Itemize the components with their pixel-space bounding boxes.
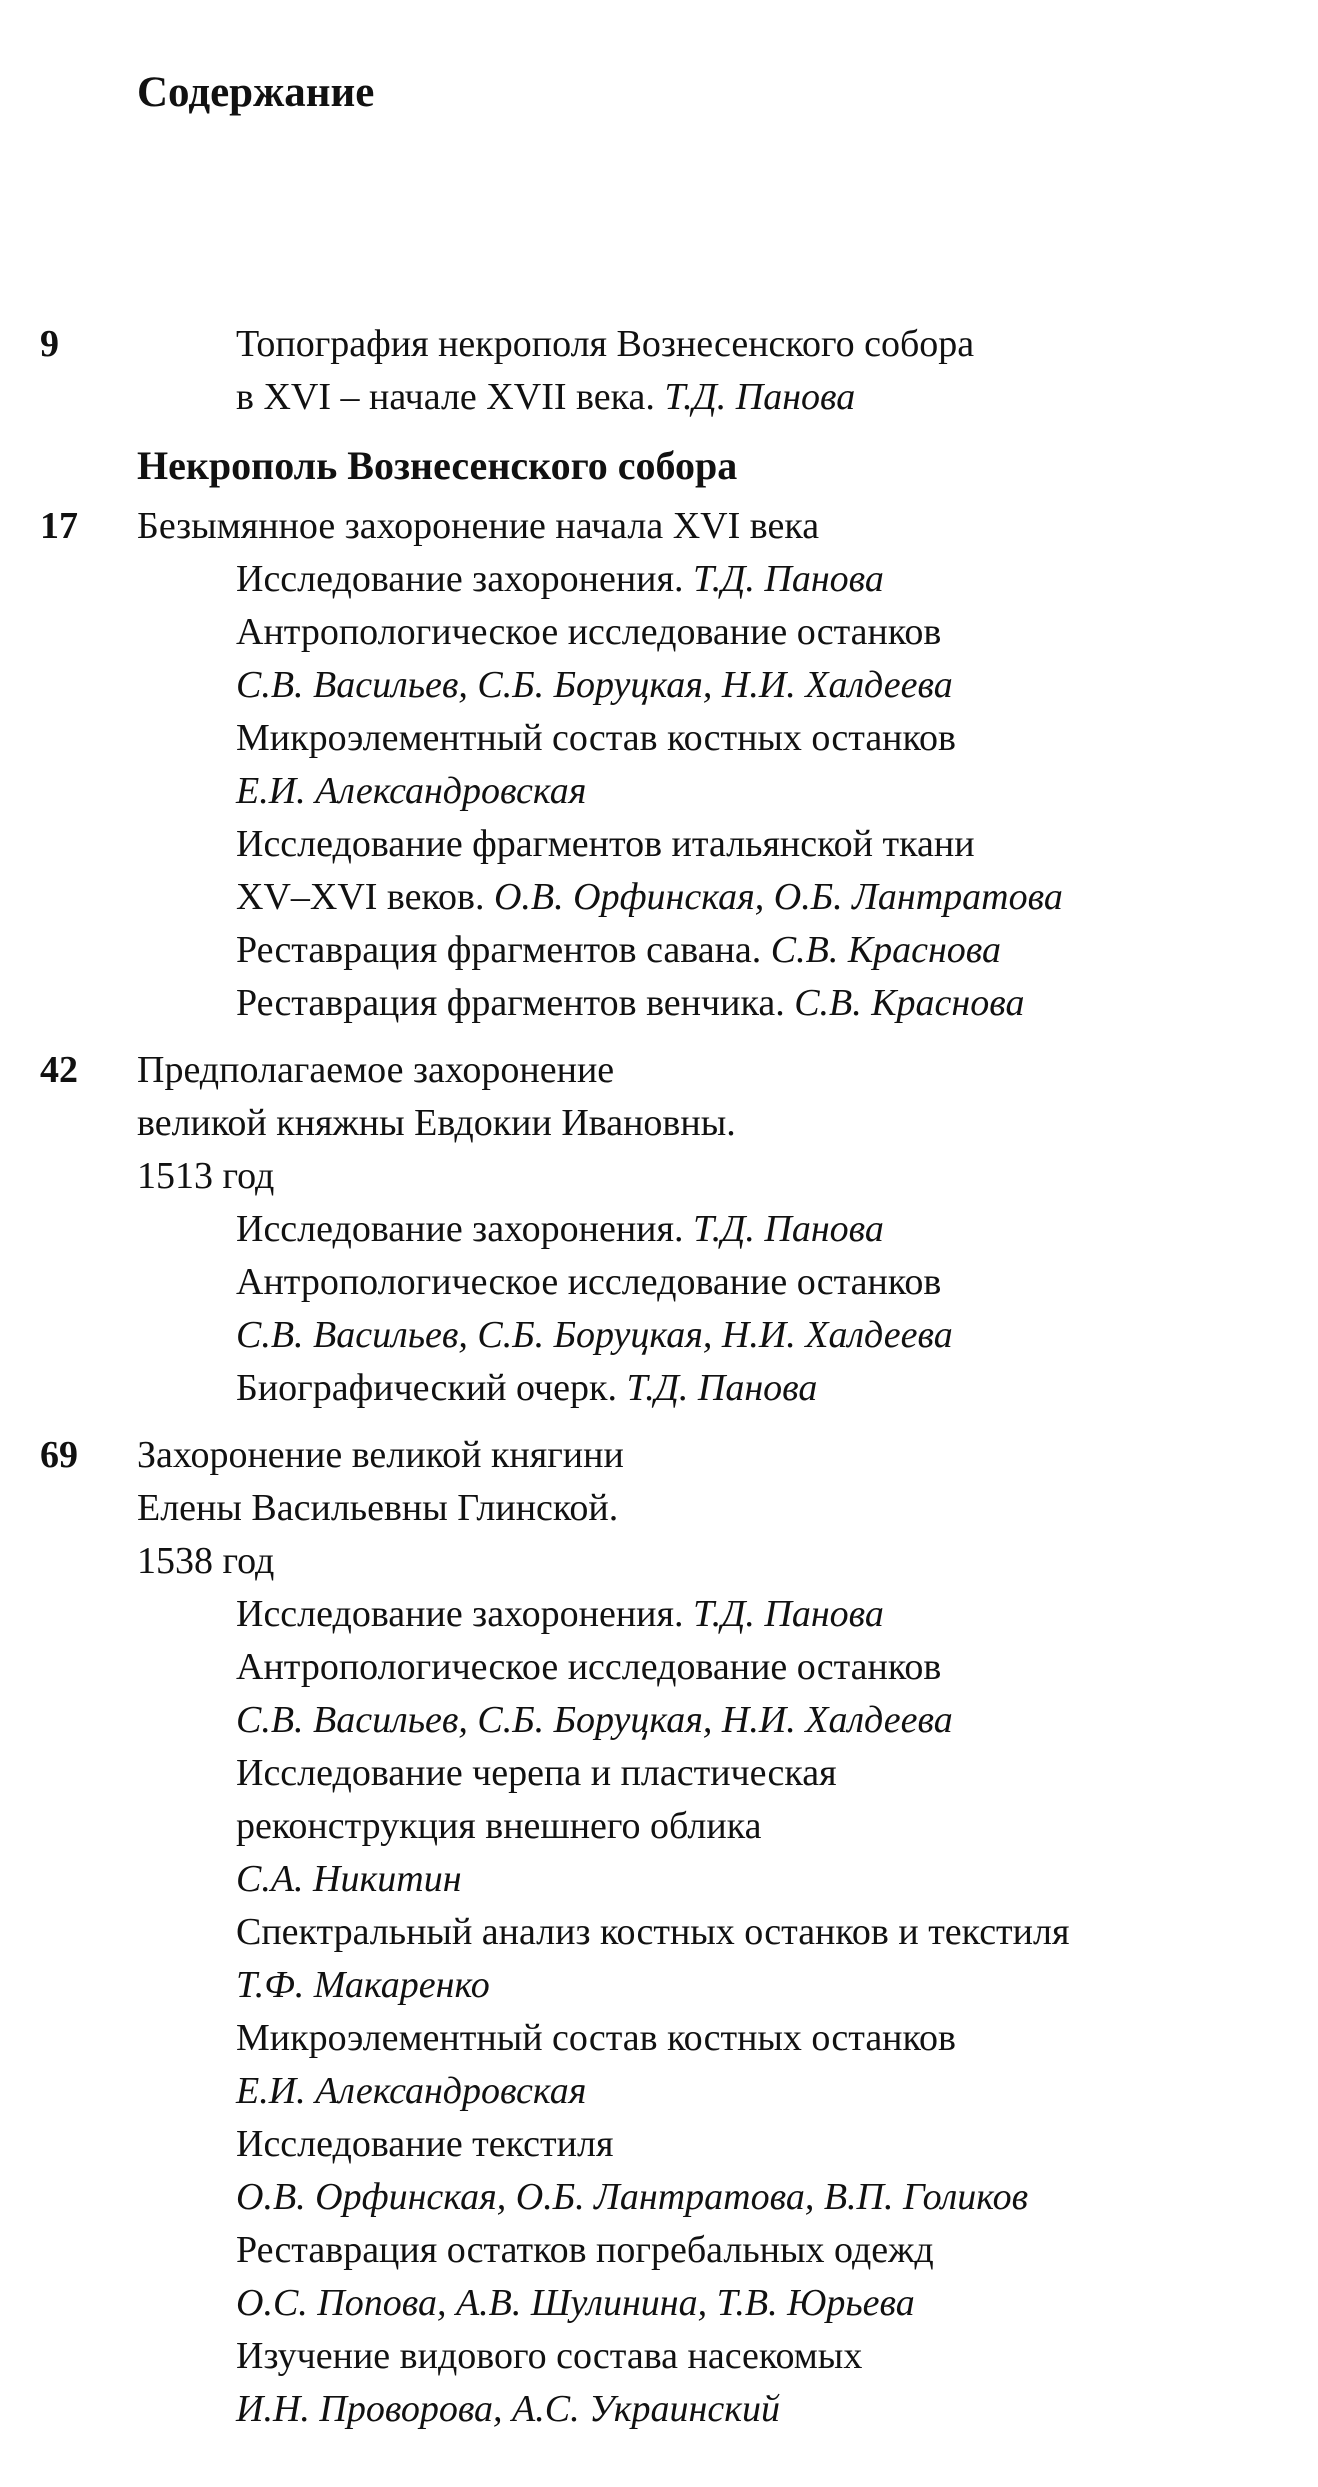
entry-title: Захоронение великой княгини bbox=[137, 1434, 624, 1476]
entry-title-cont: Елены Васильевны Глинской. bbox=[137, 1487, 619, 1529]
page-title: Содержание bbox=[137, 69, 375, 116]
entry-year: 1538 год bbox=[137, 1540, 275, 1582]
subentry-author: С.В. Васильев, С.Б. Боруцкая, Н.И. Халдеева bbox=[236, 1699, 953, 1741]
subentry: Реставрация фрагментов савана. С.В. Краснова bbox=[236, 929, 1002, 971]
subentry: Изучение видового состава насекомых bbox=[236, 2335, 863, 2377]
subentry: Антропологическое исследование останков bbox=[236, 611, 942, 653]
subentry-author: И.Н. Проворова, А.С. Украинский bbox=[236, 2388, 781, 2430]
subentry-author: О.В. Орфинская, О.Б. Лантратова, В.П. Голиков bbox=[236, 2176, 1029, 2218]
page-number: 69 bbox=[40, 1434, 78, 1476]
subentry: Исследование захоронения. Т.Д. Панова bbox=[236, 1593, 884, 1635]
subentry: XV–XVI веков. О.В. Орфинская, О.Б. Лантратова bbox=[236, 876, 1063, 918]
toc-entry-anonymous-burial bbox=[0, 500, 1318, 1030]
subentry: Реставрация остатков погребальных одежд bbox=[236, 2229, 934, 2271]
subentry: Исследование захоронения. Т.Д. Панова bbox=[236, 1208, 884, 1250]
subentry-author: С.В. Васильев, С.Б. Боруцкая, Н.И. Халдеева bbox=[236, 664, 953, 706]
section-heading: Некрополь Вознесенского собора bbox=[137, 443, 738, 488]
toc-entry-elena-glinskaya bbox=[0, 1429, 1318, 2436]
entry-author: Т.Д. Панова bbox=[664, 376, 856, 418]
entry-title-cont: великой княжны Евдокии Ивановны. bbox=[137, 1102, 736, 1144]
subentry: Исследование фрагментов итальянской ткани bbox=[236, 823, 975, 865]
subentry: Антропологическое исследование останков bbox=[236, 1646, 942, 1688]
page-number: 9 bbox=[40, 323, 59, 365]
subentry-author: С.А. Никитин bbox=[236, 1858, 462, 1900]
subentry-author: Т.Ф. Макаренко bbox=[236, 1964, 490, 2006]
subentry: Антропологическое исследование останков bbox=[236, 1261, 942, 1303]
entry-title: Топография некрополя Вознесенского собора bbox=[236, 323, 975, 365]
entry-title: Безымянное захоронение начала XVI века bbox=[137, 505, 820, 547]
page-number: 17 bbox=[40, 505, 78, 547]
subentry: Реставрация фрагментов венчика. С.В. Краснова bbox=[236, 982, 1025, 1024]
subentry: Спектральный анализ костных останков и текстиля bbox=[236, 1911, 1070, 1953]
entry-year: 1513 год bbox=[137, 1155, 275, 1197]
subentry: Микроэлементный состав костных останков bbox=[236, 717, 956, 759]
page-number: 42 bbox=[40, 1049, 78, 1091]
subentry-author: Е.И. Александровская bbox=[236, 770, 587, 812]
subentry-author: Е.И. Александровская bbox=[236, 2070, 587, 2112]
subentry-author: С.В. Васильев, С.Б. Боруцкая, Н.И. Халдеева bbox=[236, 1314, 953, 1356]
toc-entry-topography bbox=[0, 318, 1318, 424]
subentry: Исследование текстиля bbox=[236, 2123, 614, 2165]
subentry-author: О.С. Попова, А.В. Шулинина, Т.В. Юрьева bbox=[236, 2282, 915, 2324]
subentry: Микроэлементный состав костных останков bbox=[236, 2017, 956, 2059]
subentry: Исследование черепа и пластическая bbox=[236, 1752, 837, 1794]
entry-title: Предполагаемое захоронение bbox=[137, 1049, 615, 1091]
subentry: реконструкция внешнего облика bbox=[236, 1805, 762, 1847]
table-of-contents bbox=[0, 318, 1318, 2436]
subentry: Исследование захоронения. Т.Д. Панова bbox=[236, 558, 884, 600]
entry-title-cont: в XVI – начале XVII века. Т.Д. Панова bbox=[236, 376, 856, 418]
subentry: Биографический очерк. Т.Д. Панова bbox=[236, 1367, 818, 1409]
toc-entry-evdokia bbox=[0, 1044, 1318, 1415]
